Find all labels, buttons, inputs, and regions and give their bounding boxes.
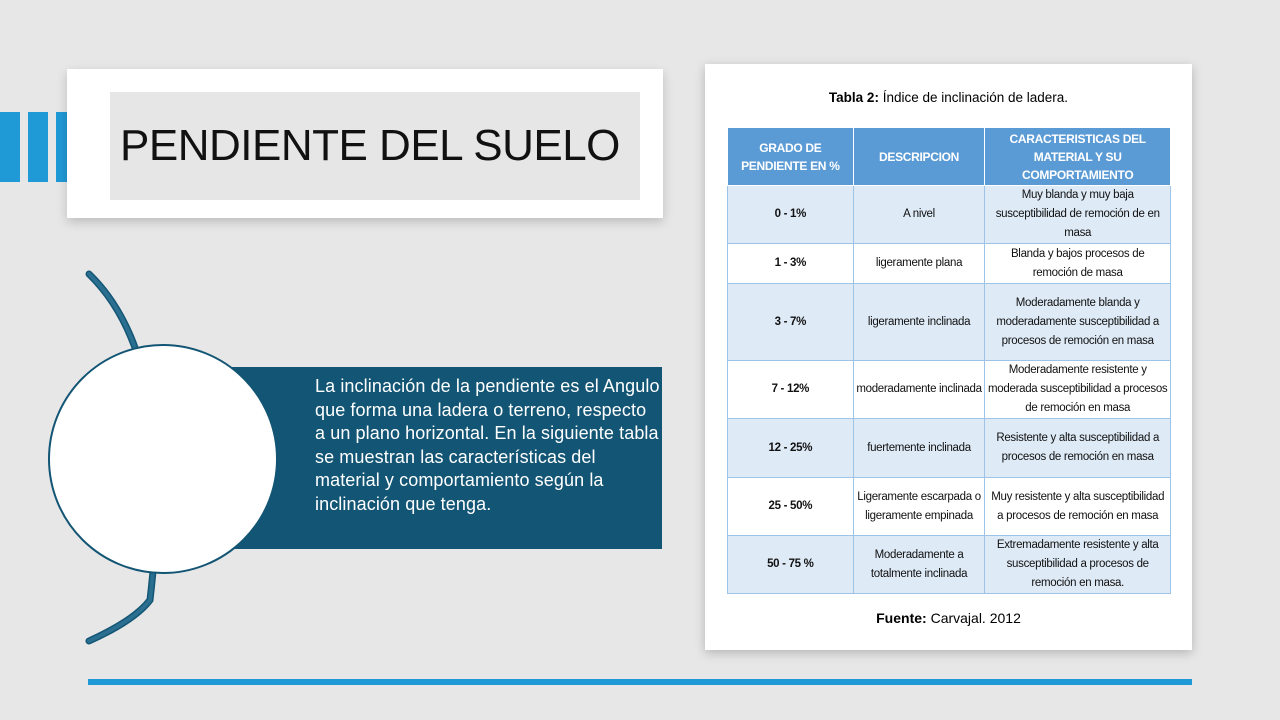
slope-table: [727, 127, 1171, 594]
caption-text: Índice de inclinación de ladera.: [878, 90, 1069, 105]
characteristics-cell: Moderadamente blanda y moderadamente susceptibilidad a procesos de remoción en masa: [985, 284, 1171, 361]
circle-shape: [48, 344, 278, 574]
grade-cell: 25 - 50%: [728, 478, 854, 536]
grade-cell: 7 - 12%: [728, 361, 854, 419]
table-row: [728, 186, 1171, 244]
table-row: [728, 244, 1171, 284]
header-grade: GRADO DE PENDIENTE EN %: [728, 128, 854, 186]
source-label: Fuente:: [876, 610, 927, 626]
characteristics-cell: Blanda y bajos procesos de remoción de masa: [985, 244, 1171, 284]
description-cell: Ligeramente escarpada o ligeramente empinada: [853, 478, 985, 536]
grade-cell: 12 - 25%: [728, 419, 854, 478]
grade-cell: 3 - 7%: [728, 284, 854, 361]
header-characteristics: CARACTERISTICAS DEL MATERIAL Y SU COMPORTAMIENTO: [985, 128, 1171, 186]
slide-title: PENDIENTE DEL SUELO: [120, 121, 620, 170]
grade-cell: 1 - 3%: [728, 244, 854, 284]
table-row: [728, 284, 1171, 361]
header-description: DESCRIPCION: [853, 128, 985, 186]
table-row: [728, 478, 1171, 536]
characteristics-cell: Muy blanda y muy baja susceptibilidad de remoción de en masa: [985, 186, 1171, 244]
characteristics-cell: Moderadamente resistente y moderada susceptibilidad a procesos de remoción en masa: [985, 361, 1171, 419]
source-text: Carvajal. 2012: [926, 610, 1021, 626]
grade-cell: 0 - 1%: [728, 186, 854, 244]
characteristics-cell: Muy resistente y alta susceptibilidad a procesos de remoción en masa: [985, 478, 1171, 536]
table-row: [728, 361, 1171, 419]
description-cell: Moderadamente a totalmente inclinada: [853, 536, 985, 594]
table-source: [705, 610, 1192, 626]
description-cell: A nivel: [853, 186, 985, 244]
characteristics-cell: Extremadamente resistente y alta susceptibilidad a procesos de remoción en masa.: [985, 536, 1171, 594]
description-cell: moderadamente inclinada: [853, 361, 985, 419]
description-cell: ligeramente inclinada: [853, 284, 985, 361]
description-cell: ligeramente plana: [853, 244, 985, 284]
table-row: [728, 419, 1171, 478]
description-cell: fuertemente inclinada: [853, 419, 985, 478]
grade-cell: 50 - 75 %: [728, 536, 854, 594]
bottom-accent-line: [88, 679, 1192, 685]
table-caption: [705, 90, 1192, 105]
table-header-row: [728, 128, 1171, 186]
table-card: [705, 64, 1192, 650]
table-row: [728, 536, 1171, 594]
caption-label: Tabla 2:: [828, 90, 879, 105]
characteristics-cell: Resistente y alta susceptibilidad a procesos de remoción en masa: [985, 419, 1171, 478]
description-text: La inclinación de la pendiente es el Angulo que forma una ladera o terreno, respecto a un plano horizontal. En la siguiente tabla se muestran las características del material y comportamiento según la inclinación que tenga.: [315, 376, 660, 514]
